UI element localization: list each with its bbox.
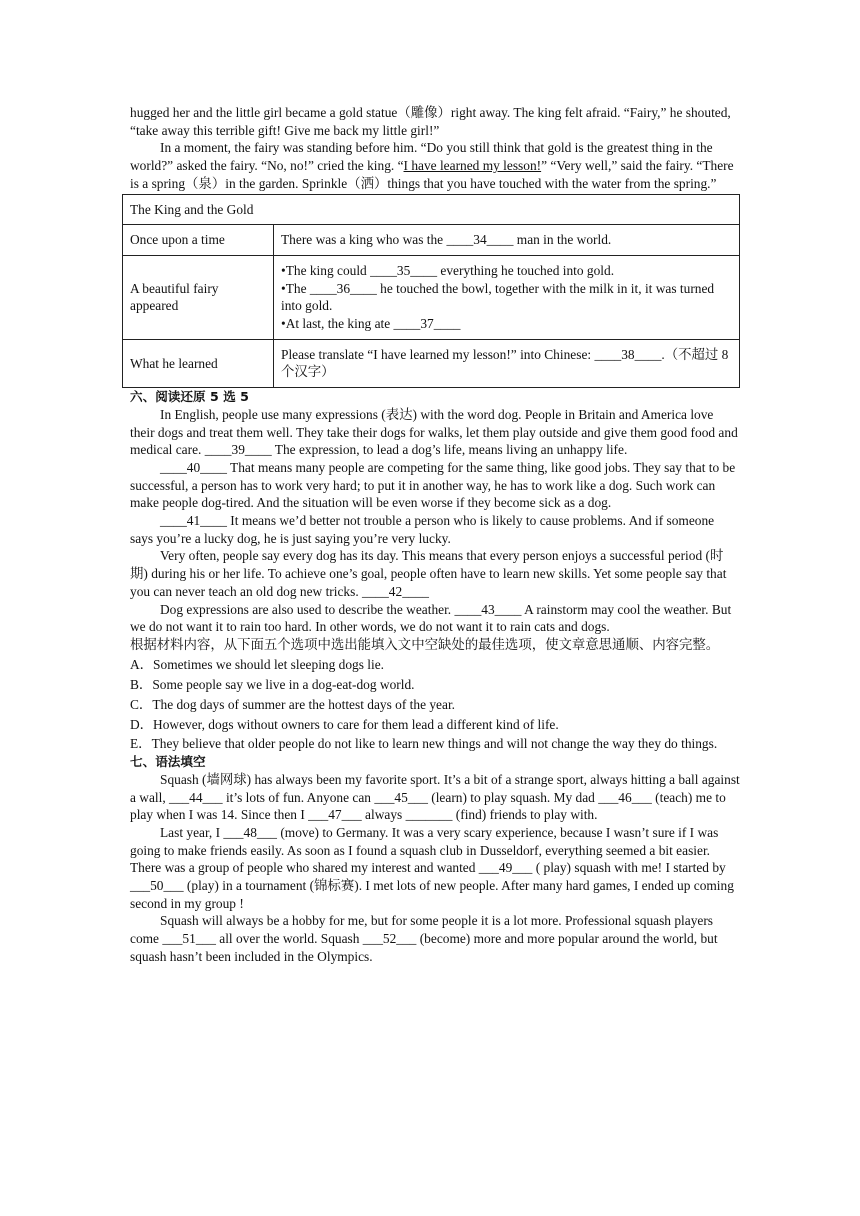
text-run: ” “Very well,” said the fairy. “There is a spring（泉）in the garden. Sprinkle（洒）things that you have touched with the water from the spring.” [130, 158, 734, 191]
underlined-quote: I have learned my lesson! [403, 158, 542, 174]
row-content: Please translate “I have learned my lesson!” into Chinese: ____38____.（不超过 8 个汉字） [274, 339, 740, 387]
passage-paragraph: Squash (墙网球) has always been my favorite sport. It’s a bit of a strange sport, always hitting a ball against a wall, ___44___ it’s lots of fun. Anyone can ___45___ (learn) to play squash. My dad ___46___ (teach) me to play when I was 14. Since then I ___47___ always _______ (find) friends to play with. [130, 771, 740, 823]
section-heading: 七、语法填空 [130, 754, 206, 770]
passage-paragraph: hugged her and the little girl became a gold statue（雕像）right away. The king felt afraid. “Fairy,” he shouted, “take away this terrible gift! Give me back my little girl!” [130, 105, 731, 138]
instruction-text: 根据材料内容，从下面五个选项中选出能填入文中空缺处的最佳选项，使文章意思通顺、内容完整。 [130, 636, 720, 652]
row-line: •At last, the king ate ____37____ [281, 316, 461, 332]
summary-table [122, 194, 740, 389]
row-line: •The king could ____35____ everything he touched into gold. [281, 262, 615, 278]
row-line: •The ____36____ he touched the bowl, together with the milk in it, it was turned into gold. [281, 280, 715, 314]
table-row [123, 255, 740, 339]
row-content [274, 255, 740, 339]
option-item: A．Sometimes we should let sleeping dogs lie. [130, 656, 385, 672]
passage-paragraph: In English, people use many expressions (表达) with the word dog. People in Britain and America love their dogs and treat them well. They take their dogs for walks, let them play outside and give them good food and medical care. ____39____ The expression, to lead a dog’s life, means living an unhappy life. [130, 406, 738, 458]
section-heading: 六、阅读还原 5 选 5 [130, 389, 249, 405]
passage-paragraph: Last year, I ___48___ (move) to Germany. It was a very scary experience, because I wasn’t sure if I was going to make friends easily. As soon as I found a squash club in Dusseldorf, everything seemed a bit easier. There was a group of people who shared my interest and wanted ___49___ ( play) squash with me! I started by ___50___ (play) in a tournament (锦标赛). I met lots of new people. After many hard games, I ended up coming second in my group ! [130, 824, 734, 911]
text-run: In a moment, the fairy was standing before him. “Do you still think that gold is the greatest thing in the world?” asked the fairy. “No, no!” cried the king. “ [130, 140, 713, 174]
passage-paragraph: Dog expressions are also used to describe the weather. ____43____ A rainstorm may cool the weather. But we do not want it to rain too hard. In other words, we do not want it to rain cats and dogs. [130, 601, 732, 635]
row-label: A beautiful fairy appeared [123, 255, 274, 339]
row-content: There was a king who was the ____34____ man in the world. [274, 225, 740, 256]
passage-paragraph: ____40____ That means many people are competing for the same thing, like good jobs. They say that to be successful, a person has to work very hard; to put it in another way, he has to work like a dog. Such work can make people dog-tired. And the situation will be even worse if they become sick as a dog. [130, 459, 736, 511]
passage-paragraph [130, 139, 740, 192]
table-title-row [123, 194, 740, 225]
document-page [130, 104, 740, 966]
row-label: What he learned [123, 339, 274, 387]
passage-paragraph: Very often, people say every dog has its day. This means that every person enjoys a successful period (时期) during his or her life. To achieve one’s goal, people often have to learn new skills. Yet some people say that you can never teach an old dog new tricks. ____42____ [130, 548, 727, 599]
option-item: B．Some people say we live in a dog-eat-dog world. [130, 676, 415, 692]
option-item: D．However, dogs without owners to care for them lead a different kind of life. [130, 716, 559, 732]
table-row [123, 225, 740, 256]
table-title: The King and the Gold [123, 194, 740, 225]
table-row [123, 339, 740, 387]
option-item: E．They believe that older people do not like to learn new things and will not change the way they do things. [130, 736, 718, 752]
passage-paragraph: ____41____ It means we’d better not trouble a person who is likely to cause problems. And if someone says you’re a lucky dog, he is just saying you’re very lucky. [130, 513, 715, 546]
option-item: C．The dog days of summer are the hottest days of the year. [130, 696, 456, 712]
row-label: Once upon a time [123, 225, 274, 256]
passage-paragraph: Squash will always be a hobby for me, but for some people it is a lot more. Professional squash players come ___51___ all over the world. Squash ___52___ (become) more and more popular around the world, but squash hasn’t been included in the Olympics. [130, 913, 718, 964]
